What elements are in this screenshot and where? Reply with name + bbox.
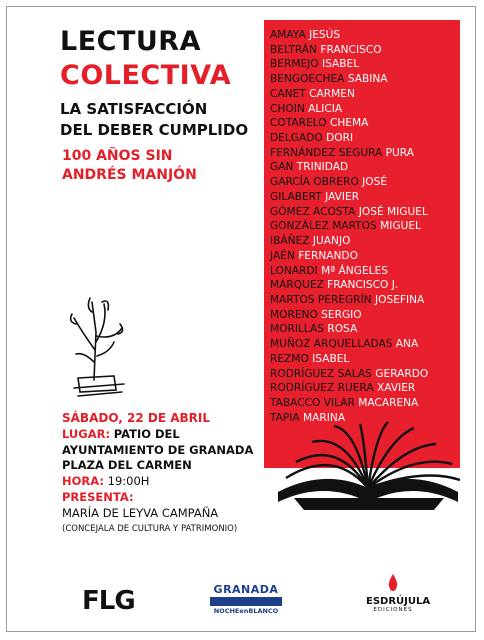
reader-row <box>270 249 428 264</box>
reader-surname: CHOIN <box>270 102 305 115</box>
reader-row <box>270 367 428 382</box>
reader-first-name: XAVIER <box>377 382 416 395</box>
reader-row <box>270 352 428 367</box>
reader-row <box>270 205 428 220</box>
reader-first-name: ANA <box>395 338 419 351</box>
tagline-line-2: ANDRÉS MANJÓN <box>62 167 197 183</box>
reader-row <box>270 411 428 426</box>
reader-row <box>270 219 428 234</box>
reader-row <box>270 146 428 161</box>
reader-row <box>270 102 428 117</box>
place-line-2: AYUNTAMIENTO DE GRANADA <box>62 442 254 457</box>
reader-surname: LONARDI <box>270 264 318 277</box>
flg-logo: FLG <box>82 586 135 616</box>
reader-first-name: GERARDO <box>375 367 429 380</box>
title-line-1: LECTURA <box>60 26 201 57</box>
reader-surname: GONZÁLEZ MARTOS <box>270 220 377 233</box>
reader-row <box>270 381 428 396</box>
reader-row <box>270 175 428 190</box>
reader-first-name: FERNANDO <box>298 249 358 262</box>
esdrujula-logo-sub: EDICIONES <box>373 607 413 613</box>
reader-first-name: MACARENA <box>358 396 419 409</box>
reader-first-name: JOSEFINA <box>375 293 425 306</box>
reader-first-name: CARMEN <box>309 87 355 100</box>
tagline-line-1: 100 AÑOS SIN <box>62 148 173 164</box>
reader-first-name: SERGIO <box>321 308 362 321</box>
reader-first-name: ISABEL <box>312 352 350 365</box>
reader-first-name: CHEMA <box>329 117 369 130</box>
event-info <box>62 411 253 537</box>
reader-row <box>270 396 428 411</box>
open-book-icon <box>264 418 474 518</box>
reader-first-name: JAVIER <box>325 190 360 203</box>
event-time: 19:00H <box>107 474 150 489</box>
reader-surname: RODRÍGUEZ RUERA <box>270 382 374 395</box>
reader-surname: TAPIA <box>270 411 300 424</box>
reader-first-name: JOSÉ <box>362 176 388 189</box>
reader-row <box>270 72 428 87</box>
reader-first-name: SABINA <box>347 73 388 86</box>
reader-first-name: ISABEL <box>322 58 360 71</box>
reader-surname: REZMO <box>270 352 309 365</box>
reader-row <box>270 308 428 323</box>
subtitle-line-2: DEL DEBER CUMPLIDO <box>60 121 249 139</box>
reader-row <box>270 264 428 279</box>
reader-row <box>270 87 428 102</box>
reader-row <box>270 131 428 146</box>
reader-row <box>270 190 428 205</box>
ink-drop-icon <box>386 572 400 592</box>
reader-surname: MARTOS PEREGRÍN <box>270 293 372 306</box>
reader-first-name: DORI <box>326 132 354 145</box>
reader-row <box>270 43 428 58</box>
reader-surname: MORENO <box>270 308 318 321</box>
reader-first-name: JESÚS <box>309 29 341 41</box>
reader-surname: IBÁÑEZ <box>270 235 310 248</box>
granada-logo-sub: NOCHEenBLANCO <box>213 607 279 615</box>
subtitle <box>60 99 248 141</box>
reader-surname: JAÉN <box>270 249 295 262</box>
reader-row <box>270 160 428 175</box>
reader-surname: MÁRQUEZ <box>270 279 324 292</box>
reader-row <box>270 57 428 72</box>
presents-label: PRESENTA: <box>62 489 134 504</box>
place-line-3: PLAZA DEL CARMEN <box>62 458 192 473</box>
title-line-2: COLECTIVA <box>60 60 232 91</box>
reader-surname: BENGOECHEA <box>270 73 345 86</box>
readers-list <box>270 28 428 425</box>
reader-surname: CANET <box>270 87 306 100</box>
reader-first-name: FRANCISCO <box>320 43 382 56</box>
reader-row <box>270 322 428 337</box>
event-date: SÁBADO, 22 DE ABRIL <box>62 411 210 425</box>
esdrujula-logo <box>366 572 431 613</box>
reader-row <box>270 116 428 131</box>
esdrujula-logo-text: ESDRÚJULA <box>366 596 431 607</box>
granada-logo-text: GRANADA <box>213 583 279 596</box>
reader-first-name: JOSÉ MIGUEL <box>358 205 428 218</box>
reader-surname: BERMEJO <box>270 58 319 71</box>
reader-first-name: JUANJO <box>312 235 351 248</box>
presenter-role: (CONCEJALA DE CULTURA Y PATRIMONIO) <box>62 523 238 534</box>
reader-row <box>270 28 428 43</box>
reader-first-name: PURA <box>385 146 414 159</box>
reader-first-name: Mª ÁNGELES <box>321 264 388 277</box>
reader-first-name: FRANCISCO J. <box>327 279 399 292</box>
reader-surname: GÓMEZ ACOSTA <box>270 205 356 218</box>
time-label: HORA: <box>62 474 104 489</box>
reader-surname: RODRÍGUEZ SALAS <box>270 367 372 380</box>
subtitle-line-1: LA SATISFACCIÓN <box>60 100 208 118</box>
reader-row <box>270 234 428 249</box>
reader-first-name: ROSA <box>327 323 358 336</box>
reader-surname: FERNÁNDEZ SEGURA <box>270 146 383 159</box>
reader-first-name: TRINIDAD <box>296 161 349 174</box>
reader-surname: MORILLAS <box>270 323 324 336</box>
granada-logo <box>210 583 282 615</box>
plant-sketch-icon <box>64 292 130 402</box>
reader-first-name: MARINA <box>303 411 346 424</box>
reader-surname: BELTRÁN <box>270 43 317 56</box>
granada-skyline-icon <box>210 597 282 606</box>
presenter-name: MARÍA DE LEYVA CAMPAÑA <box>62 505 219 520</box>
reader-surname: GAN <box>270 161 294 174</box>
reader-surname: AMAYA <box>270 29 306 41</box>
reader-surname: TABACCO VILAR <box>270 396 355 409</box>
reader-row <box>270 293 428 308</box>
reader-surname: MUÑOZ ARQUELLADAS <box>270 338 393 351</box>
reader-surname: GARCÍA OBRERO <box>270 176 359 189</box>
place-line-1: PATIO DEL <box>113 426 180 441</box>
place-label: LUGAR: <box>62 426 111 441</box>
reader-surname: COTARELO <box>270 117 327 130</box>
reader-first-name: ALICIA <box>308 102 343 115</box>
reader-row <box>270 278 428 293</box>
reader-surname: GILABERT <box>270 190 322 203</box>
reader-row <box>270 337 428 352</box>
reader-first-name: MIGUEL <box>380 220 421 233</box>
reader-surname: DELGADO <box>270 132 323 145</box>
tagline <box>62 147 197 185</box>
